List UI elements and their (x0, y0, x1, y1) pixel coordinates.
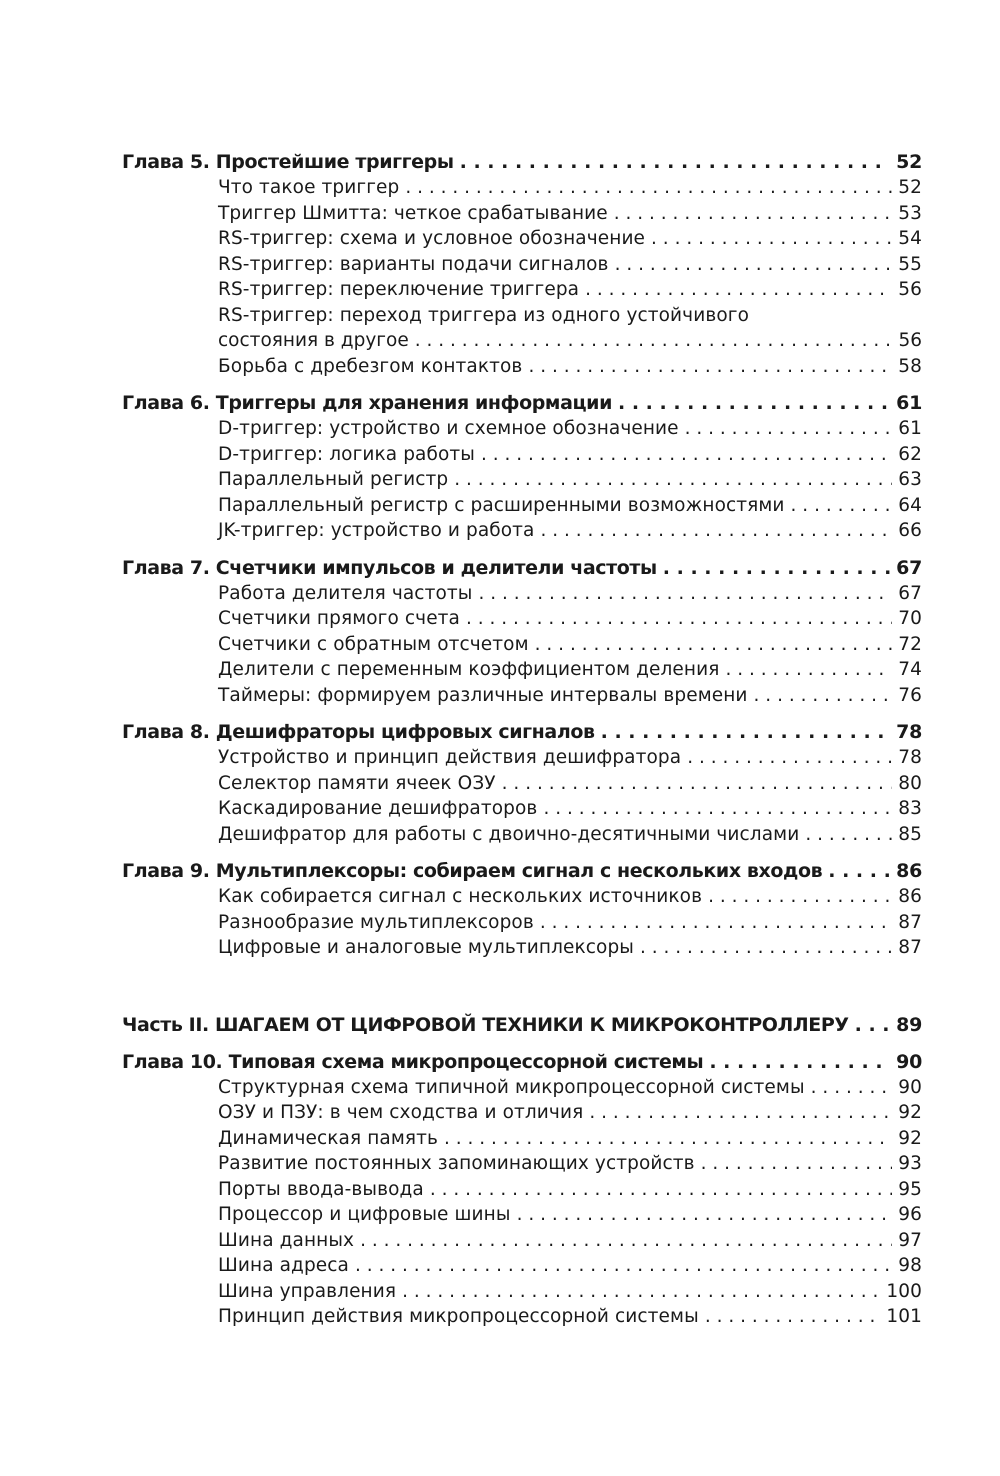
page-number: 62 (898, 443, 922, 465)
section-entry[interactable] (218, 518, 922, 544)
dot-leader (701, 1151, 892, 1177)
chapter-entry[interactable] (122, 859, 922, 884)
dot-leader (585, 277, 892, 303)
dot-leader (725, 657, 892, 683)
page-number: 95 (898, 1178, 922, 1200)
page-number: 96 (898, 1204, 922, 1225)
dot-leader (615, 252, 892, 278)
section-entry[interactable] (218, 226, 922, 252)
section-title: Работа делителя частоты (218, 582, 473, 604)
section-title: Развитие постоянных запоминающих устройств (218, 1153, 695, 1174)
page-number: 93 (898, 1153, 922, 1174)
section-entry[interactable] (218, 1126, 922, 1152)
page-number: 58 (898, 355, 922, 377)
section-title: Динамическая память (218, 1127, 438, 1149)
chapter-group (122, 720, 922, 847)
chapter-entry[interactable] (122, 556, 922, 581)
dot-leader (541, 518, 893, 544)
page-number: 83 (898, 798, 922, 819)
section-title-continued: состояния в другое (218, 330, 409, 351)
dot-leader (805, 822, 892, 848)
chapter-entry[interactable] (122, 720, 922, 745)
chapter-title: Глава 7. Счетчики импульсов и делители частоты (122, 556, 657, 579)
page-number: 92 (898, 1102, 922, 1123)
section-title: Параллельный регистр с расширенными возможностями (218, 494, 785, 516)
section-entry[interactable] (218, 1304, 922, 1330)
section-title: Как собирается сигнал с нескольких источников (218, 886, 703, 907)
section-title: Делители с переменным коэффициентом деления (218, 659, 720, 680)
page-number: 72 (898, 633, 922, 655)
page-number: 87 (898, 937, 922, 958)
dot-leader (454, 467, 892, 493)
section-entry[interactable] (218, 303, 922, 329)
section-entry[interactable] (218, 467, 922, 493)
page-number: 67 (896, 556, 922, 579)
section-entry-continued[interactable] (218, 328, 922, 354)
chapter-group (122, 150, 922, 379)
section-title: RS-триггер: варианты подачи сигналов (218, 253, 609, 275)
section-entry[interactable] (218, 581, 922, 607)
dot-leader (444, 1126, 892, 1152)
dot-leader (528, 354, 892, 380)
section-title: RS-триггер: переход триггера из одного устойчивого (218, 304, 749, 326)
part-entry[interactable] (122, 1013, 922, 1038)
section-title: Таймеры: формируем различные интервалы времени (218, 684, 748, 706)
chapter-group (122, 859, 922, 961)
section-entry[interactable] (218, 657, 922, 683)
section-entry[interactable] (218, 493, 922, 519)
section-entry[interactable] (218, 416, 922, 442)
section-entry[interactable] (218, 175, 922, 201)
section-entry[interactable] (218, 1279, 922, 1305)
section-entry[interactable] (218, 354, 922, 380)
section-title: RS-триггер: схема и условное обозначение (218, 228, 646, 249)
dot-leader (517, 1202, 892, 1228)
dot-leader (663, 556, 890, 581)
page-number: 98 (898, 1255, 922, 1276)
section-entry[interactable] (218, 910, 922, 936)
page-number: 86 (896, 860, 922, 882)
page-number: 92 (898, 1127, 922, 1149)
chapter-title: Глава 8. Дешифраторы цифровых сигналов (122, 721, 595, 743)
section-entry[interactable] (218, 606, 922, 632)
section-entry[interactable] (218, 1151, 922, 1177)
section-entry[interactable] (218, 1228, 922, 1254)
page-number: 90 (896, 1050, 922, 1073)
page-number: 52 (898, 177, 922, 198)
section-title: Каскадирование дешифраторов (218, 798, 538, 819)
dot-leader (540, 910, 892, 936)
section-entry[interactable] (218, 277, 922, 303)
section-title: Счетчики прямого счета (218, 608, 460, 629)
chapter-title: Глава 5. Простейшие триггеры (122, 151, 454, 173)
dot-leader (687, 745, 892, 771)
section-title: Триггер Шмитта: четкое срабатывание (218, 202, 608, 224)
dot-leader (601, 720, 891, 745)
page-number: 61 (898, 418, 922, 439)
dot-leader (360, 1228, 892, 1254)
chapter-entry[interactable] (122, 150, 922, 175)
section-entry[interactable] (218, 1202, 922, 1228)
section-title: Порты ввода-вывода (218, 1178, 424, 1200)
dot-leader (355, 1253, 892, 1279)
section-title: Устройство и принцип действия дешифратора (218, 747, 682, 768)
dot-leader (478, 581, 892, 607)
section-title: Шина управления (218, 1280, 397, 1302)
page-number: 80 (898, 772, 922, 794)
section-entry[interactable] (218, 1075, 922, 1101)
section-title: Что такое триггер (218, 177, 400, 198)
dot-leader (855, 1013, 891, 1038)
chapter-title: Часть II. ШАГАЕМ ОТ ЦИФРОВОЙ ТЕХНИКИ К МИКРОКОНТРОЛЛЕРУ (122, 1013, 849, 1036)
section-title: D-триггер: устройство и схемное обозначение (218, 418, 679, 439)
section-title: Структурная схема типичной микропроцессорной системы (218, 1076, 805, 1098)
section-entry[interactable] (218, 1177, 922, 1203)
page-number: 74 (898, 659, 922, 680)
section-entry[interactable] (218, 745, 922, 771)
section-entry[interactable] (218, 884, 922, 910)
dot-leader (502, 771, 892, 797)
dot-leader (618, 391, 890, 416)
chapter-title: Глава 9. Мультиплексоры: собираем сигнал с нескольких входов (122, 860, 823, 882)
part-spacer (122, 973, 922, 1013)
page-number: 89 (896, 1013, 922, 1036)
page-number: 63 (898, 469, 922, 490)
section-title: Дешифратор для работы с двоично-десятичными числами (218, 823, 800, 845)
page-number: 97 (898, 1229, 922, 1251)
dot-leader (614, 201, 892, 227)
section-title: Борьба с дребезгом контактов (218, 355, 523, 377)
dot-leader (481, 442, 892, 468)
section-entry[interactable] (218, 1100, 922, 1126)
chapter-group (122, 391, 922, 544)
section-title: Разнообразие мультиплексоров (218, 911, 534, 933)
page-number: 64 (898, 494, 922, 516)
page-number: 87 (898, 911, 922, 933)
page-number: 67 (898, 582, 922, 604)
section-entry[interactable] (218, 683, 922, 709)
page-number: 66 (898, 520, 922, 541)
section-entry[interactable] (218, 442, 922, 468)
dot-leader (430, 1177, 892, 1203)
dot-leader (685, 416, 892, 442)
section-entry[interactable] (218, 1253, 922, 1279)
section-entry[interactable] (218, 201, 922, 227)
page-number: 85 (898, 823, 922, 845)
chapter-title: Глава 10. Типовая схема микропроцессорной системы (122, 1050, 704, 1073)
part-group (122, 1013, 922, 1038)
dot-leader (754, 683, 892, 709)
dot-leader (535, 632, 892, 658)
section-title: Принцип действия микропроцессорной системы (218, 1306, 699, 1327)
chapter-group (122, 556, 922, 709)
page-number: 54 (898, 228, 922, 249)
dot-leader (828, 859, 890, 884)
table-of-contents (122, 150, 922, 1342)
section-entry[interactable] (218, 252, 922, 278)
section-title: JK-триггер: устройство и работа (218, 520, 535, 541)
section-entry[interactable] (218, 796, 922, 822)
section-title: Счетчики с обратным отсчетом (218, 633, 529, 655)
page-number: 56 (898, 330, 922, 351)
dot-leader (543, 796, 892, 822)
page-number: 78 (898, 747, 922, 768)
section-title: Селектор памяти ячеек ОЗУ (218, 772, 496, 794)
section-title: Шина адреса (218, 1255, 349, 1276)
dot-leader (460, 150, 891, 175)
section-title: D-триггер: логика работы (218, 443, 476, 465)
page-number: 55 (898, 253, 922, 275)
page-number: 86 (898, 886, 922, 907)
section-title: Параллельный регистр (218, 469, 449, 490)
section-entry[interactable] (218, 771, 922, 797)
page-number: 70 (898, 608, 922, 629)
section-title: Процессор и цифровые шины (218, 1204, 511, 1225)
dot-leader (405, 175, 892, 201)
section-title: Цифровые и аналоговые мультиплексоры (218, 937, 635, 958)
dot-leader (811, 1075, 892, 1101)
chapter-title: Глава 6. Триггеры для хранения информации (122, 392, 612, 414)
dot-leader (791, 493, 892, 519)
page-number: 78 (896, 721, 922, 743)
section-title: Шина данных (218, 1229, 355, 1251)
section-entry[interactable] (218, 632, 922, 658)
section-entry[interactable] (218, 935, 922, 961)
dot-leader (640, 935, 892, 961)
section-title: RS-триггер: переключение триггера (218, 279, 580, 300)
page-number: 101 (886, 1306, 922, 1327)
dot-leader (709, 1050, 890, 1075)
page-number: 52 (896, 151, 922, 173)
chapter-group (122, 1050, 922, 1330)
dot-leader (708, 884, 892, 910)
page-number: 53 (898, 202, 922, 224)
dot-leader (589, 1100, 892, 1126)
section-entry[interactable] (218, 822, 922, 848)
section-title: ОЗУ и ПЗУ: в чем сходства и отличия (218, 1102, 584, 1123)
dot-leader (651, 226, 892, 252)
page-number: 90 (898, 1076, 922, 1098)
dot-leader (402, 1279, 880, 1305)
page-number: 100 (886, 1280, 922, 1302)
dot-leader (466, 606, 892, 632)
page-number: 56 (898, 279, 922, 300)
chapter-entry[interactable] (122, 391, 922, 416)
page-number: 61 (896, 392, 922, 414)
chapter-entry[interactable] (122, 1050, 922, 1075)
dot-leader (705, 1304, 881, 1330)
page-number: 76 (898, 684, 922, 706)
dot-leader (415, 328, 892, 354)
